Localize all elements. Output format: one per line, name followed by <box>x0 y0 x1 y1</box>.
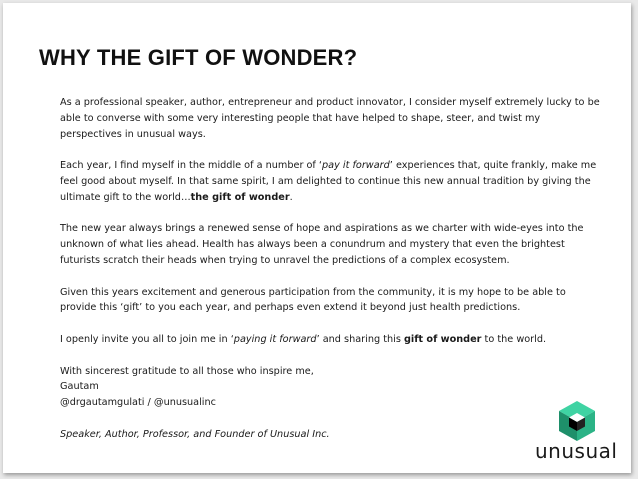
paragraph-intro: As a professional speaker, author, entrepreneur and product innovator, I consider myself extremely lucky to be able to converse with some very interesting people that have helped to shape, steer, and twist my perspectives in unusual ways. <box>60 97 600 140</box>
author-name: Gautam <box>60 381 99 393</box>
text-run: ’ and sharing this <box>316 333 404 345</box>
paragraph-community: Given this years excitement and generous participation from the community, it is my hope to be able to provide this ‘gift’ to you each year, and perhaps even extend it beyond just health predictions. <box>60 286 566 314</box>
cube-logo-icon <box>555 399 599 443</box>
paragraph-invitation <box>60 332 600 348</box>
paragraph-new-year: The new year always brings a renewed sense of hope and aspirations as we charter with wide-eyes into the unknown of what lies ahead. Health has always been a conundrum and mystery that even the brightest futurists scratch their heads when trying to unravel the predictions of a complex ecosystem. <box>60 223 584 266</box>
unusual-logo <box>531 399 631 469</box>
bold-gift-of-wonder: gift of wonder <box>403 333 482 345</box>
social-handles: @drgautamgulati / @unusualinc <box>60 397 216 409</box>
bold-gift-of-wonder: the gift of wonder <box>190 191 290 203</box>
text-run: Each year, I find myself in the middle of a number of ‘ <box>60 160 323 172</box>
text-run: . <box>289 191 293 203</box>
text-run: I openly invite you all to join me in ‘ <box>60 333 234 345</box>
letter-body <box>60 95 600 458</box>
slide <box>3 3 631 473</box>
logo-wordmark: unusual <box>535 439 618 463</box>
paragraph-pay-it-forward <box>60 158 600 205</box>
text-run: to the world. <box>481 333 547 345</box>
page-title: WHY THE GIFT OF WONDER? <box>39 45 358 70</box>
closing-line: With sincerest gratitude to all those who inspire me, <box>60 365 314 377</box>
author-signature: Speaker, Author, Professor, and Founder of Unusual Inc. <box>60 428 330 440</box>
emphasis-paying-it-forward: paying it forward <box>233 333 317 345</box>
text-run: ’ experiences that, quite frankly, make me feel good about myself. In that same spirit, I am delighted to continue this new annual tradition by giving the ultimate gift to the world… <box>60 160 597 203</box>
emphasis-pay-it-forward: pay it forward <box>322 160 390 172</box>
